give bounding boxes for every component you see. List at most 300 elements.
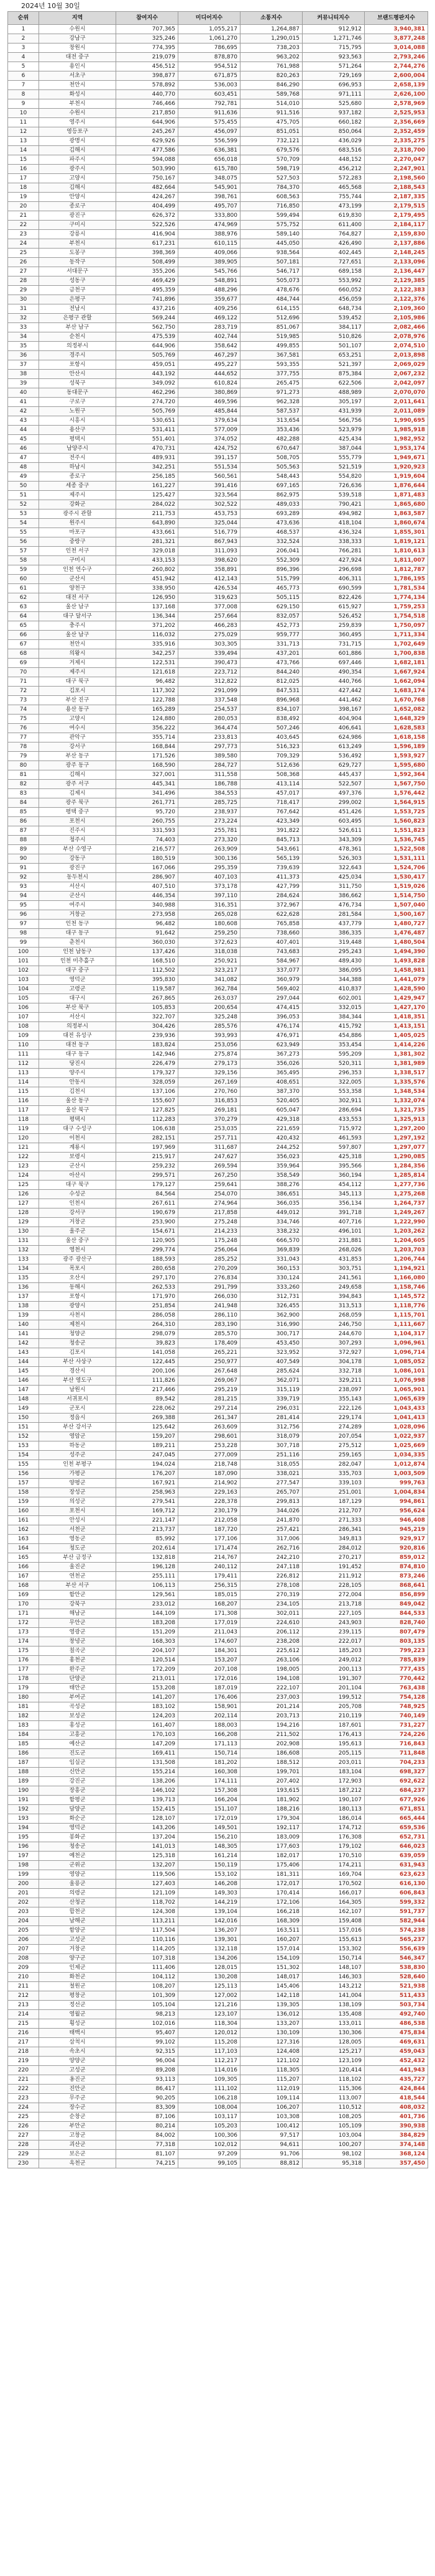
table-row bbox=[8, 109, 428, 118]
cell-media: 341,082 bbox=[178, 975, 240, 985]
cell-participation: 644,906 bbox=[116, 342, 178, 351]
cell-region: 영주시 bbox=[39, 118, 116, 127]
cell-brand-reputation: 1,480,727 bbox=[365, 920, 428, 929]
cell-communication: 299,813 bbox=[240, 1497, 303, 1507]
cell-brand-reputation: 469,631 bbox=[365, 2038, 428, 2047]
cell-community: 353,454 bbox=[303, 1041, 365, 1050]
cell-region: 화천군 bbox=[39, 1973, 116, 1982]
cell-community: 571,264 bbox=[303, 62, 365, 71]
cell-region: 청도군 bbox=[39, 1544, 116, 1553]
cell-community: 205,115 bbox=[303, 1749, 365, 1758]
cell-communication: 851,051 bbox=[240, 127, 303, 137]
cell-community: 259,165 bbox=[303, 1451, 365, 1460]
cell-brand-reputation: 435,727 bbox=[365, 2075, 428, 2085]
cell-rank: 88 bbox=[8, 836, 39, 845]
cell-community: 394,843 bbox=[303, 1292, 365, 1302]
table-row bbox=[8, 603, 428, 612]
cell-media: 516,779 bbox=[178, 528, 240, 537]
cell-communication: 175,406 bbox=[240, 1861, 303, 1870]
cell-media: 185,015 bbox=[178, 1591, 240, 1600]
cell-region: 노원구 bbox=[39, 407, 116, 416]
cell-media: 217,858 bbox=[178, 1208, 240, 1218]
cell-rank: 59 bbox=[8, 565, 39, 575]
cell-communication: 285,624 bbox=[240, 1367, 303, 1376]
cell-participation: 137,168 bbox=[116, 603, 178, 612]
cell-brand-reputation: 777,435 bbox=[365, 1665, 428, 1674]
table-row bbox=[8, 323, 428, 332]
cell-region: 성주군 bbox=[39, 1451, 116, 1460]
cell-brand-reputation: 1,670,768 bbox=[365, 696, 428, 705]
cell-community: 454,112 bbox=[303, 1181, 365, 1190]
cell-communication: 192,117 bbox=[240, 1824, 303, 1833]
cell-community: 187,601 bbox=[303, 1721, 365, 1730]
cell-region: 목포시 bbox=[39, 1264, 116, 1274]
cell-participation: 180,519 bbox=[116, 854, 178, 864]
cell-region: 남원시 bbox=[39, 1386, 116, 1395]
cell-region: 평택시 bbox=[39, 435, 116, 444]
cell-region: 부산 남구 bbox=[39, 323, 116, 332]
cell-region: 영월군 bbox=[39, 2010, 116, 2019]
cell-communication: 527,503 bbox=[240, 174, 303, 183]
cell-media: 230,179 bbox=[178, 1507, 240, 1516]
cell-community: 445,437 bbox=[303, 770, 365, 780]
cell-brand-reputation: 1,041,413 bbox=[365, 1414, 428, 1423]
cell-media: 488,296 bbox=[178, 286, 240, 295]
cell-communication: 938,564 bbox=[240, 249, 303, 258]
cell-participation: 280,658 bbox=[116, 1264, 178, 1274]
cell-communication: 716,850 bbox=[240, 202, 303, 211]
cell-community: 521,397 bbox=[303, 360, 365, 370]
cell-community: 755,744 bbox=[303, 193, 365, 202]
cell-region: 고성군 bbox=[39, 1935, 116, 1945]
cell-region: 거창군 bbox=[39, 1945, 116, 1954]
cell-participation: 110,116 bbox=[116, 1935, 178, 1945]
table-row bbox=[8, 127, 428, 137]
table-row bbox=[8, 687, 428, 696]
cell-community: 602,001 bbox=[303, 994, 365, 1003]
cell-community: 284,012 bbox=[303, 1544, 365, 1553]
cell-participation: 360,030 bbox=[116, 938, 178, 948]
cell-rank: 107 bbox=[8, 1013, 39, 1022]
cell-community: 130,306 bbox=[303, 2029, 365, 2038]
cell-region: 계룡시 bbox=[39, 1143, 116, 1153]
cell-community: 937,182 bbox=[303, 109, 365, 118]
cell-rank: 15 bbox=[8, 155, 39, 165]
cell-region: 부산 사상구 bbox=[39, 1358, 116, 1367]
cell-brand-reputation: 1,222,990 bbox=[365, 1218, 428, 1227]
cell-rank: 104 bbox=[8, 985, 39, 994]
cell-media: 150,119 bbox=[178, 1861, 240, 1870]
cell-participation: 152,415 bbox=[116, 1805, 178, 1814]
cell-participation: 245,267 bbox=[116, 127, 178, 137]
table-row bbox=[8, 742, 428, 752]
cell-participation: 153,208 bbox=[116, 1684, 178, 1693]
table-row bbox=[8, 99, 428, 109]
cell-region: 인천 미추홀구 bbox=[39, 957, 116, 966]
cell-rank: 57 bbox=[8, 547, 39, 556]
cell-communication: 330,124 bbox=[240, 1274, 303, 1283]
cell-brand-reputation: 424,844 bbox=[365, 2085, 428, 2094]
cell-brand-reputation: 2,600,004 bbox=[365, 71, 428, 81]
cell-media: 139,301 bbox=[178, 1935, 240, 1945]
cell-media: 412,143 bbox=[178, 575, 240, 584]
cell-communication: 194,108 bbox=[240, 1674, 303, 1684]
cell-participation: 477,586 bbox=[116, 146, 178, 155]
cell-brand-reputation: 1,564,915 bbox=[365, 798, 428, 808]
cell-rank: 141 bbox=[8, 1330, 39, 1339]
cell-communication: 318,079 bbox=[240, 1432, 303, 1441]
cell-community: 227,105 bbox=[303, 1609, 365, 1619]
cell-brand-reputation: 1,551,823 bbox=[365, 826, 428, 836]
cell-media: 97,209 bbox=[178, 2150, 240, 2159]
cell-participation: 124,203 bbox=[116, 1712, 178, 1721]
cell-participation: 183,824 bbox=[116, 1041, 178, 1050]
table-row bbox=[8, 1320, 428, 1330]
cell-rank: 90 bbox=[8, 854, 39, 864]
cell-community: 489,430 bbox=[303, 957, 365, 966]
cell-region: 강화군 bbox=[39, 500, 116, 509]
cell-region: 담양군 bbox=[39, 1805, 116, 1814]
cell-community: 473,199 bbox=[303, 202, 365, 211]
cell-communication: 614,155 bbox=[240, 304, 303, 314]
cell-community: 108,205 bbox=[303, 2112, 365, 2122]
cell-brand-reputation: 1,860,674 bbox=[365, 519, 428, 528]
cell-region: 전주시 bbox=[39, 454, 116, 463]
cell-media: 424,752 bbox=[178, 444, 240, 454]
table-row bbox=[8, 1535, 428, 1544]
cell-communication: 312,756 bbox=[240, 1423, 303, 1432]
cell-rank: 208 bbox=[8, 1954, 39, 1963]
cell-communication: 403,645 bbox=[240, 733, 303, 742]
cell-media: 177,019 bbox=[178, 1619, 240, 1628]
cell-community: 110,512 bbox=[303, 2103, 365, 2112]
cell-communication: 514,010 bbox=[240, 99, 303, 109]
cell-communication: 142,118 bbox=[240, 1991, 303, 2001]
table-row bbox=[8, 1143, 428, 1153]
cell-media: 256,315 bbox=[178, 1581, 240, 1591]
cell-rank: 91 bbox=[8, 864, 39, 873]
cell-media: 389,580 bbox=[178, 752, 240, 761]
cell-media: 466,283 bbox=[178, 621, 240, 631]
cell-region: 대구 동구 bbox=[39, 929, 116, 938]
cell-media: 148,305 bbox=[178, 1842, 240, 1852]
table-row bbox=[8, 1460, 428, 1469]
cell-participation: 132,818 bbox=[116, 1553, 178, 1563]
cell-rank: 138 bbox=[8, 1302, 39, 1311]
cell-rank: 56 bbox=[8, 537, 39, 547]
cell-media: 175,248 bbox=[178, 1236, 240, 1246]
cell-communication: 377,755 bbox=[240, 370, 303, 379]
cell-communication: 468,537 bbox=[240, 528, 303, 537]
table-row bbox=[8, 1581, 428, 1591]
cell-community: 522,507 bbox=[303, 780, 365, 789]
cell-community: 525,680 bbox=[303, 99, 365, 109]
cell-brand-reputation: 2,179,495 bbox=[365, 211, 428, 221]
cell-participation: 169,712 bbox=[116, 1507, 178, 1516]
cell-media: 250,921 bbox=[178, 957, 240, 966]
cell-media: 118,304 bbox=[178, 2019, 240, 2029]
cell-community: 286,341 bbox=[303, 1525, 365, 1535]
cell-participation: 132,207 bbox=[116, 1861, 178, 1870]
cell-participation: 39,823 bbox=[116, 1339, 178, 1348]
cell-region: 청송군 bbox=[39, 1339, 116, 1348]
cell-communication: 170,414 bbox=[240, 1889, 303, 1898]
cell-participation: 446,354 bbox=[116, 892, 178, 901]
cell-community: 386,335 bbox=[303, 929, 365, 938]
cell-community: 683,516 bbox=[303, 146, 365, 155]
cell-region: 광주시 bbox=[39, 165, 116, 174]
cell-participation: 215,917 bbox=[116, 1153, 178, 1162]
cell-media: 469,122 bbox=[178, 314, 240, 323]
cell-brand-reputation: 1,576,442 bbox=[365, 789, 428, 798]
cell-participation: 258,963 bbox=[116, 1488, 178, 1497]
cell-rank: 87 bbox=[8, 826, 39, 836]
cell-communication: 520,405 bbox=[240, 1097, 303, 1106]
table-row bbox=[8, 1376, 428, 1386]
cell-community: 402,445 bbox=[303, 249, 365, 258]
cell-media: 130,208 bbox=[178, 1973, 240, 1982]
cell-brand-reputation: 1,750,097 bbox=[365, 621, 428, 631]
cell-communication: 427,799 bbox=[240, 882, 303, 892]
cell-communication: 473,636 bbox=[240, 519, 303, 528]
cell-community: 268,026 bbox=[303, 1246, 365, 1255]
cell-media: 259,250 bbox=[178, 929, 240, 938]
cell-communication: 127,316 bbox=[240, 2038, 303, 2047]
cell-participation: 239,936 bbox=[116, 1031, 178, 1041]
cell-participation: 194,024 bbox=[116, 1460, 178, 1469]
cell-brand-reputation: 1,700,838 bbox=[365, 649, 428, 659]
cell-rank: 75 bbox=[8, 715, 39, 724]
cell-brand-reputation: 3,877,248 bbox=[365, 34, 428, 43]
cell-rank: 24 bbox=[8, 239, 39, 249]
cell-region: 광주 광산구 bbox=[39, 1255, 116, 1264]
cell-rank: 207 bbox=[8, 1945, 39, 1954]
cell-region: 종로구 bbox=[39, 472, 116, 482]
cell-community: 222,017 bbox=[303, 1637, 365, 1647]
cell-brand-reputation: 1,683,174 bbox=[365, 687, 428, 696]
cell-rank: 128 bbox=[8, 1208, 39, 1218]
cell-community: 437,779 bbox=[303, 920, 365, 929]
cell-region: 도봉구 bbox=[39, 249, 116, 258]
cell-community: 404,904 bbox=[303, 715, 365, 724]
cell-rank: 171 bbox=[8, 1609, 39, 1619]
cell-media: 270,760 bbox=[178, 1087, 240, 1097]
cell-rank: 22 bbox=[8, 221, 39, 230]
cell-rank: 61 bbox=[8, 584, 39, 593]
cell-communication: 166,218 bbox=[240, 1907, 303, 1917]
cell-community: 186,014 bbox=[303, 1814, 365, 1824]
cell-media: 212,058 bbox=[178, 1516, 240, 1525]
cell-region: 용산구 bbox=[39, 426, 116, 435]
table-row bbox=[8, 1432, 428, 1441]
cell-communication: 515,799 bbox=[240, 575, 303, 584]
cell-participation: 267,865 bbox=[116, 994, 178, 1003]
cell-participation: 122,445 bbox=[116, 1358, 178, 1367]
cell-brand-reputation: 1,754,518 bbox=[365, 612, 428, 621]
cell-media: 358,891 bbox=[178, 565, 240, 575]
cell-region: 청양군 bbox=[39, 1330, 116, 1339]
cell-community: 971,111 bbox=[303, 90, 365, 99]
header-media: 미디어지수 bbox=[178, 12, 240, 25]
cell-brand-reputation: 1,381,302 bbox=[365, 1050, 428, 1059]
cell-communication: 115,207 bbox=[240, 2075, 303, 2085]
cell-community: 272,004 bbox=[303, 1591, 365, 1600]
cell-region: 안양시 bbox=[39, 193, 116, 202]
cell-region: 안동시 bbox=[39, 1078, 116, 1087]
cell-media: 218,748 bbox=[178, 1460, 240, 1469]
cell-rank: 228 bbox=[8, 2140, 39, 2150]
cell-participation: 328,059 bbox=[116, 1078, 178, 1087]
table-row bbox=[8, 509, 428, 519]
cell-region: 대전 동구 bbox=[39, 1041, 116, 1050]
cell-brand-reputation: 704,233 bbox=[365, 1758, 428, 1768]
cell-region: 천안시 bbox=[39, 640, 116, 649]
cell-region: 단양군 bbox=[39, 1674, 116, 1684]
table-row bbox=[8, 2029, 428, 2038]
cell-media: 149,303 bbox=[178, 1889, 240, 1898]
cell-brand-reputation: 2,148,245 bbox=[365, 249, 428, 258]
cell-participation: 274,720 bbox=[116, 398, 178, 407]
table-row bbox=[8, 612, 428, 621]
cell-media: 311,093 bbox=[178, 547, 240, 556]
cell-brand-reputation: 2,082,466 bbox=[365, 323, 428, 332]
cell-communication: 429,318 bbox=[240, 1115, 303, 1125]
cell-region: 의정부시 bbox=[39, 342, 116, 351]
cell-communication: 548,443 bbox=[240, 472, 303, 482]
cell-region: 영암군 bbox=[39, 1432, 116, 1441]
cell-participation: 93,113 bbox=[116, 2075, 178, 2085]
cell-region: 부여군 bbox=[39, 1693, 116, 1702]
cell-rank: 66 bbox=[8, 631, 39, 640]
cell-participation: 84,564 bbox=[116, 1190, 178, 1199]
cell-participation: 125,642 bbox=[116, 1423, 178, 1432]
cell-media: 139,104 bbox=[178, 1907, 240, 1917]
cell-rank: 115 bbox=[8, 1087, 39, 1097]
cell-community: 510,826 bbox=[303, 332, 365, 342]
cell-communication: 738,660 bbox=[240, 929, 303, 938]
cell-media: 275,248 bbox=[178, 1218, 240, 1227]
cell-participation: 261,771 bbox=[116, 798, 178, 808]
cell-rank: 135 bbox=[8, 1274, 39, 1283]
cell-region: 보령시 bbox=[39, 1153, 116, 1162]
cell-region: 평택 중구 bbox=[39, 808, 116, 817]
cell-communication: 333,260 bbox=[240, 1283, 303, 1292]
cell-participation: 286,058 bbox=[116, 1311, 178, 1320]
table-row bbox=[8, 1292, 428, 1302]
cell-communication: 565,139 bbox=[240, 854, 303, 864]
cell-community: 322,643 bbox=[303, 864, 365, 873]
table-row bbox=[8, 1181, 428, 1190]
cell-community: 461,593 bbox=[303, 1134, 365, 1143]
cell-rank: 42 bbox=[8, 407, 39, 416]
table-row bbox=[8, 1898, 428, 1907]
cell-participation: 189,211 bbox=[116, 1441, 178, 1451]
cell-region: 함양군 bbox=[39, 1926, 116, 1935]
table-row bbox=[8, 920, 428, 929]
cell-participation: 329,018 bbox=[116, 547, 178, 556]
cell-community: 249,658 bbox=[303, 1283, 365, 1292]
cell-participation: 707,365 bbox=[116, 25, 178, 34]
cell-media: 267,648 bbox=[178, 1367, 240, 1376]
cell-communication: 148,017 bbox=[240, 1973, 303, 1982]
cell-participation: 281,321 bbox=[116, 537, 178, 547]
cell-participation: 349,092 bbox=[116, 379, 178, 388]
cell-rank: 173 bbox=[8, 1628, 39, 1637]
cell-region: 인천 부평구 bbox=[39, 1460, 116, 1469]
cell-community: 660,182 bbox=[303, 118, 365, 127]
cell-communication: 265,707 bbox=[240, 1488, 303, 1497]
cell-communication: 629,150 bbox=[240, 603, 303, 612]
cell-rank: 36 bbox=[8, 351, 39, 360]
table-row bbox=[8, 1106, 428, 1115]
cell-media: 337,548 bbox=[178, 696, 240, 705]
cell-brand-reputation: 521,938 bbox=[365, 1982, 428, 1991]
cell-community: 850,064 bbox=[303, 127, 365, 137]
cell-media: 257,711 bbox=[178, 1134, 240, 1143]
cell-region: 예산군 bbox=[39, 1740, 116, 1749]
cell-communication: 97,517 bbox=[240, 2131, 303, 2140]
cell-community: 268,059 bbox=[303, 1311, 365, 1320]
cell-participation: 475,539 bbox=[116, 332, 178, 342]
cell-communication: 589,140 bbox=[240, 230, 303, 239]
cell-rank: 7 bbox=[8, 81, 39, 90]
table-row bbox=[8, 798, 428, 808]
cell-communication: 372,967 bbox=[240, 901, 303, 910]
cell-media: 281,215 bbox=[178, 1395, 240, 1404]
cell-participation: 119,506 bbox=[116, 1870, 178, 1879]
table-row bbox=[8, 910, 428, 920]
cell-community: 436,324 bbox=[303, 528, 365, 537]
cell-community: 170,510 bbox=[303, 1852, 365, 1861]
cell-brand-reputation: 639,059 bbox=[365, 1852, 428, 1861]
cell-communication: 396,053 bbox=[240, 1013, 303, 1022]
cell-brand-reputation: 1,025,669 bbox=[365, 1441, 428, 1451]
cell-participation: 111,826 bbox=[116, 1376, 178, 1386]
cell-brand-reputation: 1,985,918 bbox=[365, 426, 428, 435]
table-row bbox=[8, 500, 428, 509]
cell-communication: 423,349 bbox=[240, 817, 303, 826]
cell-brand-reputation: 441,943 bbox=[365, 2066, 428, 2075]
table-row bbox=[8, 1236, 428, 1246]
table-row bbox=[8, 1814, 428, 1824]
cell-brand-reputation: 1,949,671 bbox=[365, 454, 428, 463]
cell-region: 강릉시 bbox=[39, 230, 116, 239]
cell-media: 273,224 bbox=[178, 817, 240, 826]
cell-community: 431,853 bbox=[303, 1255, 365, 1264]
cell-communication: 367,273 bbox=[240, 1050, 303, 1059]
table-row bbox=[8, 1358, 428, 1367]
cell-brand-reputation: 844,533 bbox=[365, 1609, 428, 1619]
cell-media: 146,208 bbox=[178, 1879, 240, 1889]
cell-region: 시흥시 bbox=[39, 416, 116, 426]
cell-rank: 100 bbox=[8, 948, 39, 957]
cell-brand-reputation: 1,275,268 bbox=[365, 1190, 428, 1199]
cell-rank: 193 bbox=[8, 1814, 39, 1824]
cell-rank: 205 bbox=[8, 1926, 39, 1935]
cell-media: 136,207 bbox=[178, 1926, 240, 1935]
cell-participation: 260,802 bbox=[116, 565, 178, 575]
cell-brand-reputation: 1,476,487 bbox=[365, 929, 428, 938]
table-row bbox=[8, 985, 428, 994]
table-row bbox=[8, 537, 428, 547]
cell-participation: 197,969 bbox=[116, 1143, 178, 1153]
cell-rank: 114 bbox=[8, 1078, 39, 1087]
cell-communication: 172,106 bbox=[240, 1898, 303, 1907]
table-row bbox=[8, 1665, 428, 1674]
cell-media: 123,107 bbox=[178, 2010, 240, 2019]
cell-communication: 519,985 bbox=[240, 332, 303, 342]
cell-communication: 738,203 bbox=[240, 43, 303, 53]
